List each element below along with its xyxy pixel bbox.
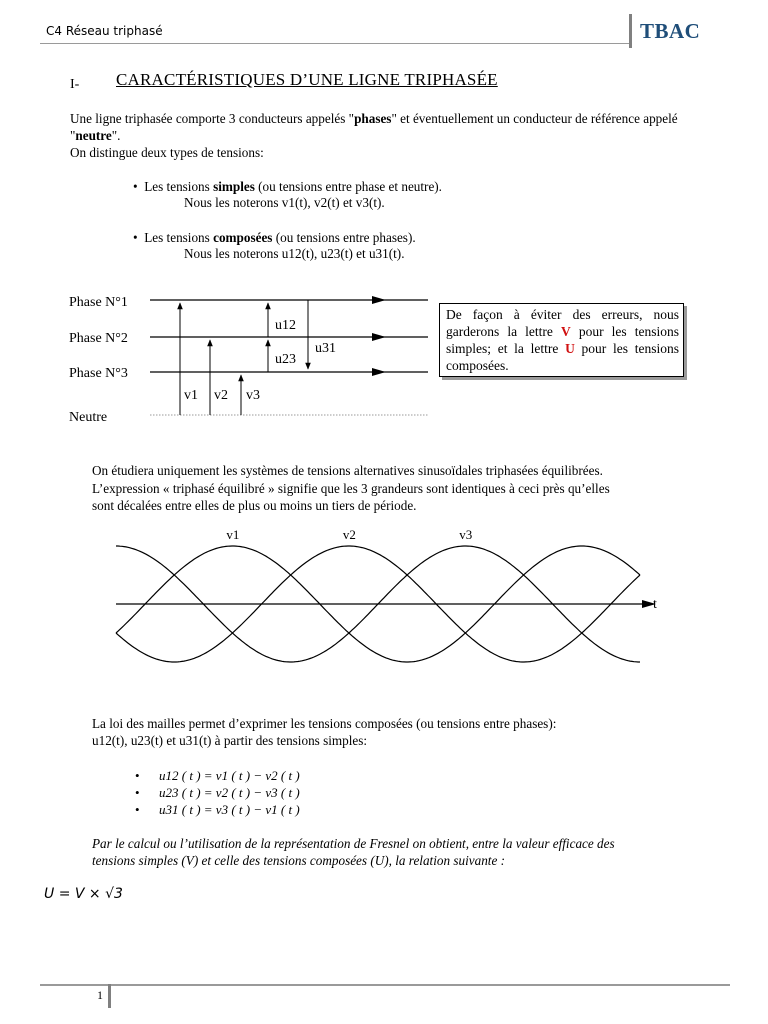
phase3-arrow-icon: [372, 368, 386, 376]
label-v1: v1: [184, 388, 198, 403]
equation-u12: • u12 ( t ) = v1 ( t ) − v2 ( t ): [135, 768, 300, 783]
label-u31: u31: [315, 341, 336, 356]
label-neutre: Neutre: [69, 410, 108, 425]
intro-types-line: On distingue deux types de tensions:: [70, 145, 264, 160]
voltage-relation-formula: U = V × √3: [44, 886, 123, 902]
section-number: I-: [70, 77, 80, 92]
bullet-compound-voltages: • Les tensions composées (ou tensions entre phases).: [133, 230, 416, 245]
phase1-arrow-icon: [372, 296, 386, 304]
label-phase2: Phase N°2: [69, 331, 128, 346]
footer-divider: [108, 984, 111, 1008]
waveform-label-v1: v1: [226, 527, 240, 542]
header-rule: [40, 43, 630, 44]
bullet-simple-voltages: • Les tensions simples (ou tensions entre phase et neutre).: [133, 179, 442, 194]
footer-rule: [40, 984, 730, 986]
three-phase-line-diagram: [60, 288, 440, 428]
notation-note-box: De façon à éviter des erreurs, nous garderons la lettre V pour les tensions simples; et la lettre U pour les tensions composées.: [439, 303, 684, 377]
fresnel-line2: tensions simples (V) et celle des tensions composées (U), la relation suivante :: [92, 853, 505, 868]
label-phase1: Phase N°1: [69, 295, 128, 310]
balanced-systems-line3: sont décalées entre elles de plus ou moins un tiers de période.: [92, 498, 417, 513]
section-title: CARACTÉRISTIQUES D’UNE LIGNE TRIPHASÉE: [116, 70, 498, 89]
balanced-systems-line1: On étudiera uniquement les systèmes de tensions alternatives sinusoïdales triphasées équilibrées.: [92, 463, 603, 478]
balanced-systems-line2: L’expression « triphasé équilibré » signifie que les 3 grandeurs sont identiques à ceci près qu’elles: [92, 481, 610, 496]
bullet-simple-voltages-note: Nous les noterons v1(t), v2(t) et v3(t).: [184, 195, 385, 210]
waveform-label-v2: v2: [342, 527, 356, 542]
label-v3: v3: [246, 388, 260, 403]
time-axis-label: t: [653, 597, 657, 612]
page-number: 1: [97, 988, 103, 1002]
mesh-law-line1: La loi des mailles permet d’exprimer les tensions composées (ou tensions entre phases):: [92, 716, 557, 731]
intro-paragraph: Une ligne triphasée comporte 3 conducteurs appelés "phases" et éventuellement un conducteur de référence appelé "neutre".: [70, 111, 678, 143]
bullet-compound-voltages-note: Nous les noterons u12(t), u23(t) et u31(t).: [184, 246, 405, 261]
document-header-title: C4 Réseau triphasé: [46, 24, 163, 38]
three-phase-waveform-chart: [108, 522, 668, 672]
waveform-label-v3: v3: [459, 527, 473, 542]
header-brand: TBAC: [640, 19, 701, 43]
mesh-law-line2: u12(t), u23(t) et u31(t) à partir des tensions simples:: [92, 733, 368, 748]
label-u23: u23: [275, 352, 296, 367]
fresnel-line1: Par le calcul ou l’utilisation de la représentation de Fresnel on obtient, entre la valeur efficace des: [92, 836, 615, 851]
label-v2: v2: [214, 388, 228, 403]
equation-u31: • u31 ( t ) = v3 ( t ) − v1 ( t ): [135, 802, 300, 817]
label-u12: u12: [275, 318, 296, 333]
header-divider: [629, 14, 632, 48]
equation-u23: • u23 ( t ) = v2 ( t ) − v3 ( t ): [135, 785, 300, 800]
phase2-arrow-icon: [372, 333, 386, 341]
label-phase3: Phase N°3: [69, 366, 128, 381]
